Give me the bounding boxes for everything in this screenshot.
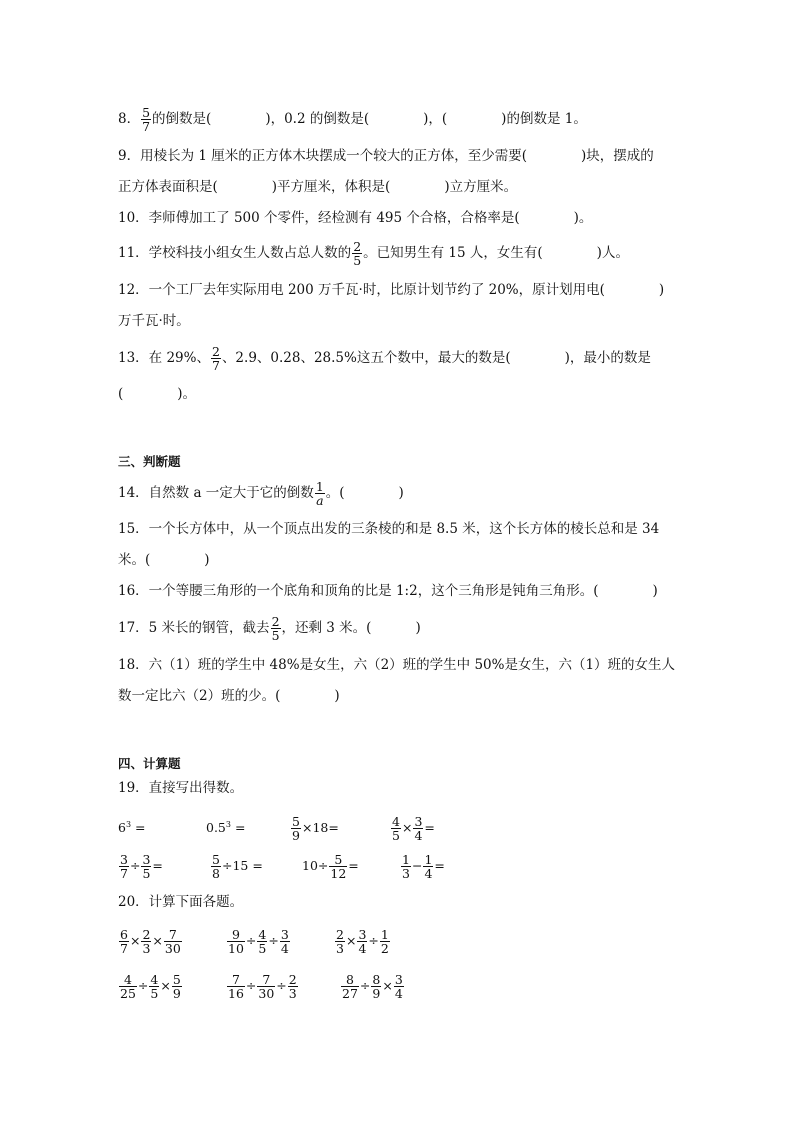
fraction: $\frac{1}{a}$: [315, 479, 324, 508]
calc-expression: $\frac{6}{7}$ × $\frac{2}{3}$ × $\frac{7}{30}$: [120, 927, 181, 956]
calc-item: $6^3$ =: [118, 820, 146, 836]
question-9-line2: 正方体表面积是( )平方厘米，体积是( )立方厘米。: [118, 179, 518, 195]
calc-item: $\frac{5}{9}$ ×18=: [292, 814, 339, 843]
calc-item: 10÷ $\frac{5}{12}$ =: [302, 852, 359, 881]
calc-expression: $\frac{9}{10}$ ÷ $\frac{4}{5}$ ÷ $\frac{3}{4}$: [228, 927, 289, 956]
question-19-title: 19．直接写出得数。: [118, 780, 244, 796]
section-heading-calculation: 四、计算题: [118, 756, 181, 771]
question-20-title: 20．计算下面各题。: [118, 894, 244, 910]
question-16: 16．一个等腰三角形的一个底角和顶角的比是 1:2，这个三角形是钝角三角形。( ): [118, 583, 658, 599]
question-18-line1: 18．六（1）班的学生中 48%是女生，六（2）班的学生中 50%是女生，六（1）班的女生人: [118, 657, 676, 673]
calc-expression: $\frac{4}{25}$ ÷ $\frac{4}{5}$ × $\frac{5}{9}$: [120, 972, 181, 1001]
fraction: $\frac{2}{5}$: [271, 614, 280, 643]
calc-expression: $\frac{8}{27}$ ÷ $\frac{8}{9}$ × $\frac{3}{4}$: [342, 972, 403, 1001]
calc-item: $0.5^3$ =: [206, 820, 246, 836]
calc-item: $\frac{4}{5}$ × $\frac{3}{4}$ =: [392, 814, 435, 843]
calc-expression: $\frac{7}{16}$ ÷ $\frac{7}{30}$ ÷ $\frac{2}{3}$: [228, 972, 297, 1001]
calc-item: $\frac{5}{8}$ ÷15 =: [212, 852, 263, 881]
question-12-line2: 万千瓦·时。: [118, 313, 190, 329]
section-heading-judgement: 三、判断题: [118, 454, 181, 469]
question-9-line1: 9．用棱长为 1 厘米的正方体木块摆成一个较大的正方体，至少需要( )块，摆成的: [118, 148, 654, 164]
calc-item: $\frac{3}{7}$ ÷ $\frac{3}{5}$ =: [120, 852, 163, 881]
calc-expression: $\frac{2}{3}$ × $\frac{3}{4}$ ÷ $\frac{1}{2}$: [336, 927, 389, 956]
fraction: $\frac{5}{7}$: [142, 105, 151, 134]
question-15-line1: 15．一个长方体中，从一个顶点出发的三条棱的和是 8.5 米，这个长方体的棱长总和是 34: [118, 521, 660, 537]
question-8: 8． $\frac{5}{7}$ 的倒数是( )，0.2 的倒数是( )，( )的倒数是 1。: [118, 105, 587, 134]
question-13-line2: ( )。: [118, 386, 197, 402]
question-10: 10．李师傅加工了 500 个零件，经检测有 495 个合格，合格率是( )。: [118, 210, 593, 226]
question-18-line2: 数一定比六（2）班的少。( ): [118, 688, 340, 704]
question-12-line1: 12．一个工厂去年实际用电 200 万千瓦·时，比原计划节约了 20%，原计划用电( ): [118, 282, 665, 298]
question-15-line2: 米。( ): [118, 552, 210, 568]
question-17: 17．5 米长的钢管，截去 $\frac{2}{5}$ ，还剩 3 米。( ): [118, 614, 421, 643]
fraction: $\frac{2}{5}$: [353, 239, 362, 268]
question-13-line1: 13．在 29%、 $\frac{2}{7}$ 、2.9、0.28、28.5%这五个数中，最大的数是( )，最小的数是: [118, 344, 651, 373]
question-11: 11．学校科技小组女生人数占总人数的 $\frac{2}{5}$ 。已知男生有 15 人，女生有( )人。: [118, 239, 629, 268]
calc-item: $\frac{1}{3}$ − $\frac{1}{4}$ =: [402, 852, 445, 881]
fraction: $\frac{2}{7}$: [211, 344, 220, 373]
question-14: 14．自然数 a 一定大于它的倒数 $\frac{1}{a}$ 。( ): [118, 479, 404, 508]
